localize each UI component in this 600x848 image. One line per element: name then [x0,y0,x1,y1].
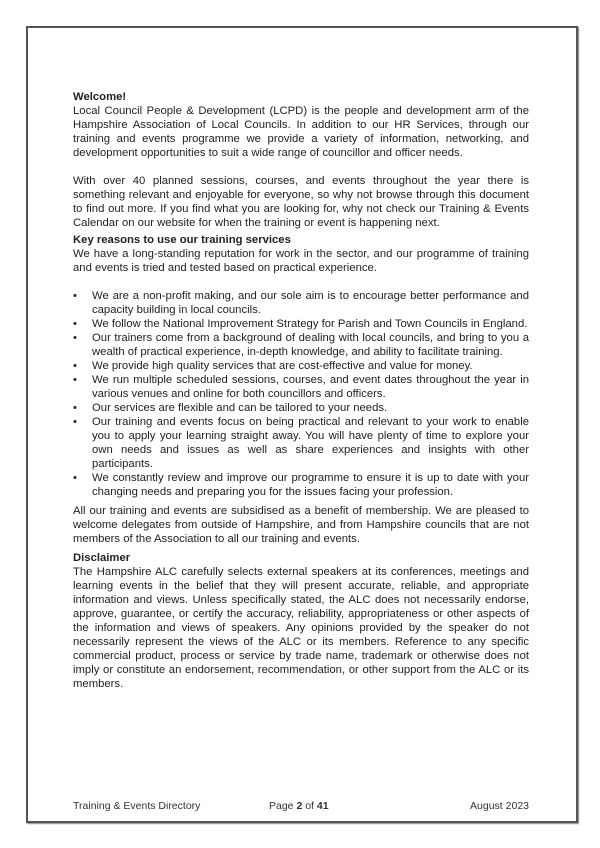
key-reasons-list [73,289,529,499]
footer-title: Training & Events Directory [73,800,201,812]
disclaimer-section [73,551,529,691]
list-item: • We constantly review and improve our programme to ensure it is up to date with your changing needs and preparing you for the issues facing your profession. [73,472,529,498]
key-reasons-section [73,233,529,499]
disclaimer-text: The Hampshire ALC carefully selects external speakers at its conferences, meetings and learning events in the belief that they will present accurate, reliable, and appropriate information and views. Unless specifically stated, the ALC does not necessarily endorse, approve, guarantee, or certify the accuracy, reliability, appropriateness or other aspects of the information and views of speakers. Any opinions provided by the speaker do not necessarily represent the views of the ALC or its members. Reference to any specific commercial product, process or service by trade name, trademark or otherwise does not imply or constitute an endorsement, recommendation, or other support from the ALC or its members. [73,566,529,690]
bullet-icon: • [73,416,77,428]
list-item: • We run multiple scheduled sessions, courses, and event dates throughout the year in various venues and online for both councillors and officers. [73,374,529,400]
key-reasons-intro: We have a long-standing reputation for work in the sector, and our programme of training and events is tried and tested based on practical experience. [73,248,529,274]
bullet-icon: • [73,360,77,372]
welcome-section [73,90,529,230]
list-item: • We follow the National Improvement Strategy for Parish and Town Councils in England. [73,318,528,330]
list-item: • Our training and events focus on being practical and relevant to your work to enable you to apply your learning straight away. You will have plenty of time to explore your own needs and issues as well as share experiences and insights with other participants. [73,416,529,470]
disclaimer-heading: Disclaimer [73,552,131,564]
membership-paragraph: All our training and events are subsidised as a benefit of membership. We are pleased to welcome delegates from outside of Hampshire, and from Hampshire councils that are not members of the Association to all our training and events. [73,505,529,545]
page-number: Page 2 of 41 [269,800,329,812]
bullet-icon: • [73,402,77,414]
list-item: • Our services are flexible and can be tailored to your needs. [73,402,388,414]
key-reasons-heading: Key reasons to use our training services [73,234,291,246]
list-item: • Our trainers come from a background of dealing with local councils, and bring to you a wealth of practical experience, in-depth knowledge, and ability to facilitate training. [73,332,529,358]
welcome-paragraph-2: With over 40 planned sessions, courses, and events throughout the year there is something relevant and enjoyable for everyone, so why not browse through this document to find out more. If you find what you are looking for, why not check our Training & Events Calendar on our website for when the training or event is happening next. [73,175,529,229]
welcome-heading: Welcome! [73,91,127,103]
welcome-paragraph-1: Local Council People & Development (LCPD) is the people and development arm of the Hampshire Association of Local Councils. In addition to our HR Services, through our training and events programme we provide a variety of information, networking, and development opportunities to suit a wide range of councillor and officer needs. [73,105,529,159]
bullet-icon: • [73,290,77,302]
bullet-icon: • [73,332,77,344]
bullet-icon: • [73,472,77,484]
list-item: • We are a non-profit making, and our sole aim is to encourage better performance and capacity building in local councils. [73,290,529,316]
list-item: • We provide high quality services that are cost-effective and value for money. [73,360,473,372]
bullet-icon: • [73,374,77,386]
footer-date: August 2023 [470,800,529,812]
bullet-icon: • [73,318,77,330]
